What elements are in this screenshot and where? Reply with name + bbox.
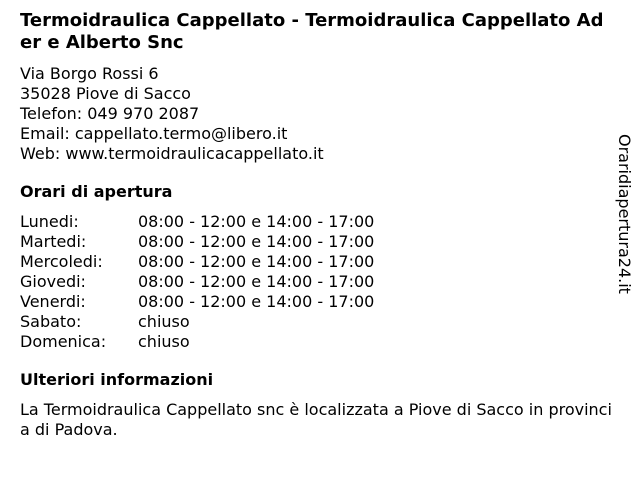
additional-info-text: La Termoidraulica Cappellato snc è localizzata a Piove di Sacco in provincia di Padova. [20,400,612,439]
hours-day: Giovedi: [20,272,86,291]
hours-day: Venerdi: [20,292,86,311]
address-block [20,64,606,164]
hours-time: 08:00 - 12:00 e 14:00 - 17:00 [138,272,375,291]
watermark-text: Oraridiapertura24.it [615,134,634,294]
business-title: Termoidraulica Cappellato - Termoidraulica Cappellato Ader e Alberto Snc [20,10,604,53]
hours-row [20,312,606,332]
hours-row [20,272,606,292]
hours-time: chiuso [138,312,190,331]
hours-time: 08:00 - 12:00 e 14:00 - 17:00 [138,292,375,311]
hours-row [20,332,606,352]
website-address: Web: www.termoidraulicacappellato.it [20,144,324,163]
street-address: Via Borgo Rossi 6 [20,64,159,83]
business-listing [20,10,612,440]
hours-time: 08:00 - 12:00 e 14:00 - 17:00 [138,212,375,231]
city-address: 35028 Piove di Sacco [20,84,191,103]
phone-number: Telefon: 049 970 2087 [20,104,200,123]
opening-hours-heading: Orari di apertura [20,182,173,201]
email-address: Email: cappellato.termo@libero.it [20,124,288,143]
hours-row [20,212,606,232]
hours-day: Sabato: [20,312,82,331]
additional-info-heading: Ulteriori informazioni [20,370,214,389]
hours-day: Lunedi: [20,212,79,231]
hours-time: chiuso [138,332,190,351]
hours-day: Mercoledi: [20,252,103,271]
site-watermark [612,134,636,310]
hours-time: 08:00 - 12:00 e 14:00 - 17:00 [138,232,375,251]
hours-row [20,252,606,272]
hours-row [20,292,606,312]
hours-day: Domenica: [20,332,107,351]
hours-day: Martedi: [20,232,87,251]
hours-time: 08:00 - 12:00 e 14:00 - 17:00 [138,252,375,271]
hours-row [20,232,606,252]
opening-hours-table [20,212,606,352]
